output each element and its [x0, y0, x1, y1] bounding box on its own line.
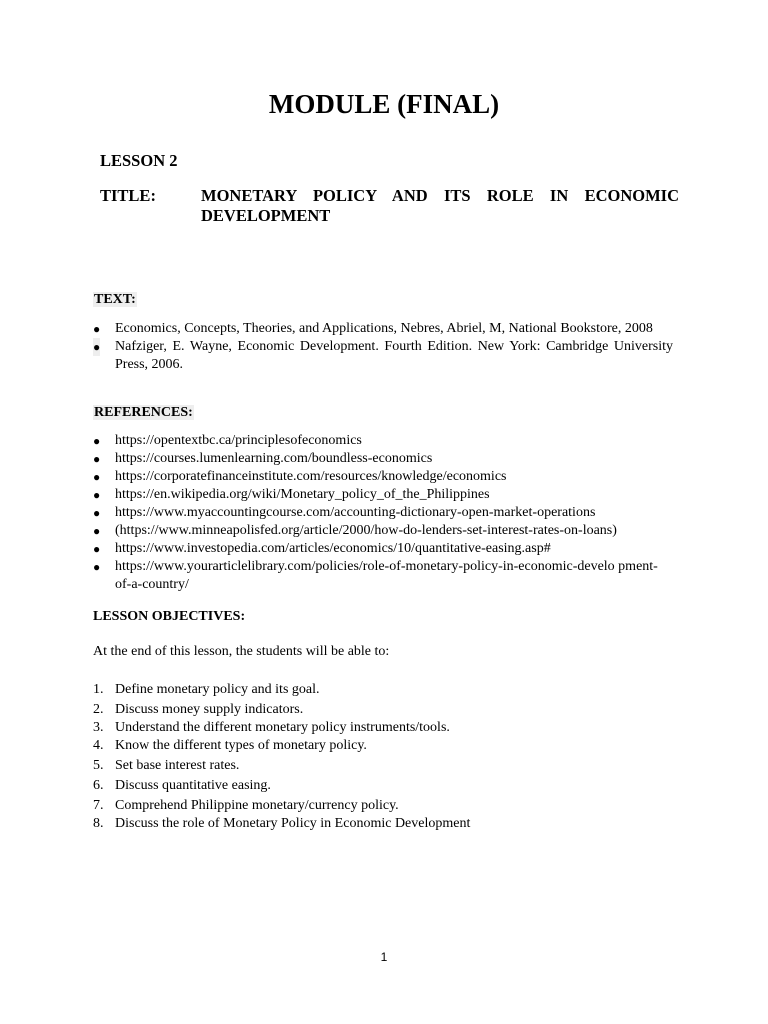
reference-link: (https://www.minneapolisfed.org/article/2000/how-do-lenders-set-interest-rates-on-loans): [115, 523, 617, 538]
text-list-item: [93, 338, 673, 374]
objective-text: Discuss the role of Monetary Policy in Economic Development: [115, 816, 471, 831]
objective-item: [93, 757, 470, 775]
text-list-item-text: Nafziger, E. Wayne, Economic Development. Fourth Edition. New York: Cambridge University Press, 2006.: [115, 339, 673, 372]
objective-number: 1.: [93, 682, 104, 697]
reference-link: https://en.wikipedia.org/wiki/Monetary_policy_of_the_Philippines: [115, 487, 490, 502]
reference-item: [93, 432, 683, 450]
objective-item: [93, 701, 470, 719]
bullet-icon: ●: [93, 340, 101, 354]
reference-item: [93, 558, 670, 594]
objective-item: [93, 777, 470, 795]
bullet-icon: ●: [93, 488, 101, 502]
objective-text: Discuss quantitative easing.: [115, 778, 271, 793]
objectives-list: [93, 681, 470, 833]
references-heading-label: REFERENCES:: [94, 405, 193, 420]
text-section-heading-label: TEXT:: [94, 292, 136, 307]
reference-item: [93, 450, 683, 468]
objectives-heading: LESSON OBJECTIVES:: [93, 609, 246, 624]
reference-link: https://www.myaccountingcourse.com/accounting-dictionary-open-market-operations: [115, 505, 596, 520]
objective-item: [93, 681, 470, 699]
objective-item: [93, 737, 470, 755]
reference-item: [93, 540, 683, 558]
bullet-icon: ●: [93, 560, 101, 574]
reference-link: https://opentextbc.ca/principlesofeconomics: [115, 433, 362, 448]
objective-text: Know the different types of monetary policy.: [115, 738, 367, 753]
bullet-icon: ●: [93, 506, 101, 520]
bullet-icon: ●: [93, 524, 101, 538]
text-section-heading: [93, 291, 137, 309]
reference-link: https://www.investopedia.com/articles/economics/10/quantitative-easing.asp#: [115, 541, 551, 556]
objective-text: Comprehend Philippine monetary/currency policy.: [115, 798, 399, 813]
lesson-title-label: TITLE:: [100, 186, 156, 205]
objective-item: [93, 719, 470, 737]
text-list-item: [93, 320, 673, 338]
references-heading: [93, 404, 194, 422]
objective-text: Set base interest rates.: [115, 758, 240, 773]
text-section-list: [93, 320, 673, 374]
objective-number: 7.: [93, 798, 104, 813]
bullet-icon: ●: [93, 322, 101, 336]
objective-item: [93, 797, 470, 815]
reference-item: [93, 468, 683, 486]
lesson-title-text: MONETARY POLICY AND ITS ROLE IN ECONOMIC DEVELOPMENT: [201, 186, 679, 225]
reference-link: https://www.yourarticlelibrary.com/policies/role-of-monetary-policy-in-economic-develo pment-of-a-country/: [115, 559, 658, 592]
objective-number: 4.: [93, 738, 104, 753]
reference-item: [93, 486, 683, 504]
lesson-number: LESSON 2: [100, 151, 178, 170]
objective-number: 8.: [93, 816, 104, 831]
objective-number: 3.: [93, 720, 104, 735]
page-number: 1: [380, 950, 388, 964]
module-title: MODULE (FINAL): [268, 89, 500, 119]
reference-item: [93, 522, 683, 540]
bullet-icon: ●: [93, 452, 101, 466]
objective-number: 2.: [93, 702, 104, 717]
bullet-icon: ●: [93, 542, 101, 556]
objectives-intro: At the end of this lesson, the students will be able to:: [93, 644, 390, 659]
text-list-item-text: Economics, Concepts, Theories, and Applications, Nebres, Abriel, M, National Bookstore, 2008: [115, 321, 653, 336]
reference-link: https://corporatefinanceinstitute.com/resources/knowledge/economics: [115, 469, 507, 484]
references-list: [93, 432, 683, 594]
bullet-icon: ●: [93, 434, 101, 448]
reference-link: https://courses.lumenlearning.com/boundless-economics: [115, 451, 433, 466]
objective-text: Discuss money supply indicators.: [115, 702, 304, 717]
objective-text: Define monetary policy and its goal.: [115, 682, 320, 697]
objective-number: 6.: [93, 778, 104, 793]
bullet-icon: ●: [93, 470, 101, 484]
objective-item: [93, 815, 470, 833]
objective-text: Understand the different monetary policy instruments/tools.: [115, 720, 450, 735]
reference-item: [93, 504, 683, 522]
objective-number: 5.: [93, 758, 104, 773]
